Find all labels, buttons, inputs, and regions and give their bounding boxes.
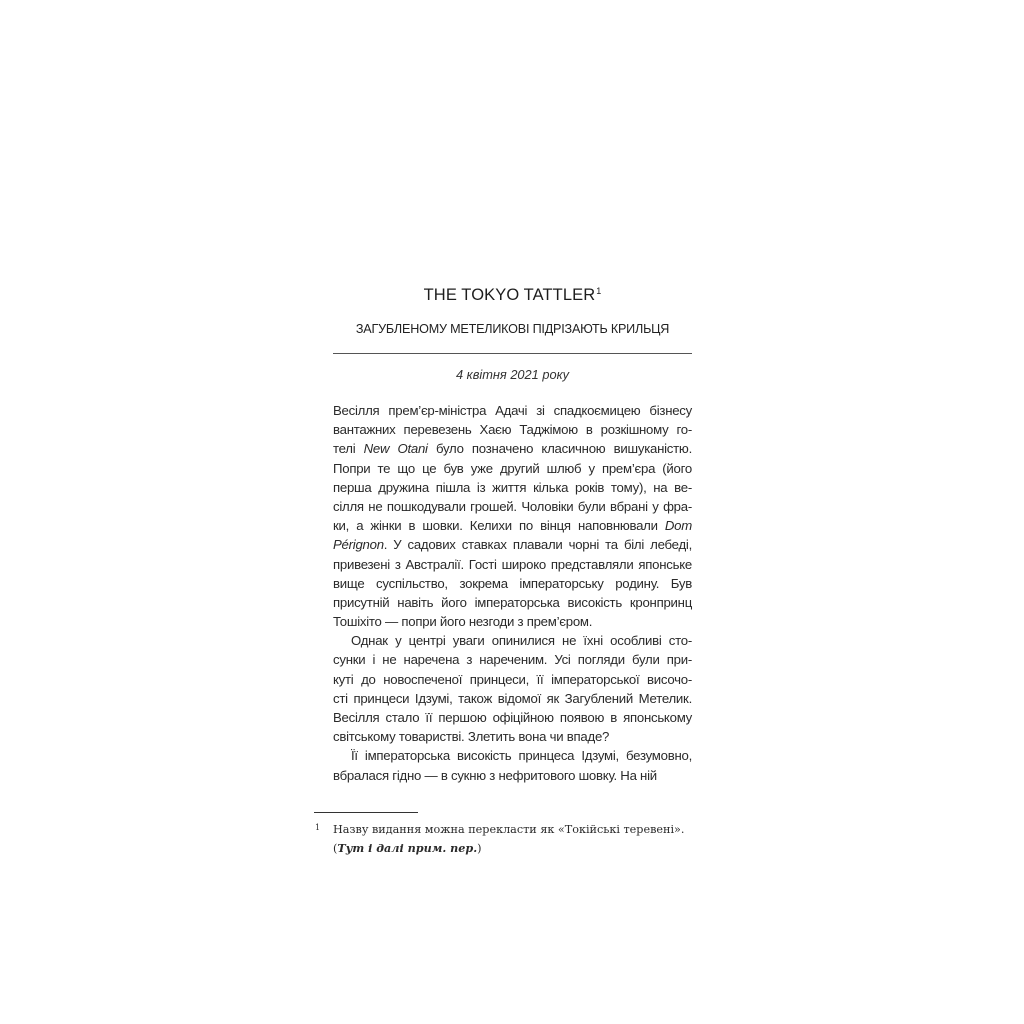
body-line-post: . У садових ставках плавали чорні та білі лебеді, xyxy=(383,537,692,553)
body-line xyxy=(333,593,692,612)
body-line-pre: Тошіхіто — попри його незгоди з прем’єром. xyxy=(333,614,593,630)
body-line xyxy=(333,670,692,689)
body-line xyxy=(333,708,692,727)
dateline: 4 квітня 2021 року xyxy=(455,367,570,382)
body-line xyxy=(333,535,692,554)
body-line xyxy=(333,574,692,593)
body-line xyxy=(333,766,692,785)
body-line xyxy=(333,459,692,478)
body-line xyxy=(333,497,692,516)
footnote-marker: 1 xyxy=(315,823,321,832)
body-line-pre: куті до новоспеченої принцеси, її імператорської височо- xyxy=(333,671,692,687)
body-line xyxy=(333,555,692,574)
body-line-post: було позначено класичною вишуканістю. xyxy=(427,441,692,457)
masthead-title: THE TOKYO TATTLER xyxy=(423,286,596,304)
footnote-text-close: ) xyxy=(477,842,482,855)
body-line-em: Dom xyxy=(664,518,692,534)
body-line xyxy=(333,689,692,708)
body-line-pre: вище суспільство, зокрема імператорську родину. Був xyxy=(333,575,692,591)
headline-divider xyxy=(333,353,692,354)
body-line xyxy=(333,746,692,765)
body-line-pre: Весілля прем’єр-міністра Адачі зі спадкоємицею бізнесу xyxy=(333,403,692,418)
body-line-pre: сті принцеси Ідзумі, також відомої як Загублений Метелик. xyxy=(333,690,692,706)
headline: ЗАГУБЛЕНОМУ МЕТЕЛИКОВІ ПІДРІЗАЮТЬ КРИЛЬЦЯ xyxy=(355,322,670,336)
body-line xyxy=(333,420,692,439)
body-line xyxy=(333,650,692,669)
body-line xyxy=(333,631,692,650)
body-line-pre: вбралася гідно — в сукню з нефритового шовку. На ній xyxy=(333,767,657,783)
body-line-pre: вантажних перевезень Хаєю Таджімою в розкішному го- xyxy=(333,422,692,438)
body-line-pre: Її імператорська високість принцеса Ідзумі, безумовно, xyxy=(351,748,692,764)
footnote-divider xyxy=(314,812,418,813)
body-line xyxy=(333,478,692,497)
body-line-pre: Весілля стало її першою офіційною появою в японському xyxy=(333,710,692,725)
body-line-em: New Otani xyxy=(363,441,428,457)
footnote-text xyxy=(333,820,693,858)
body-line xyxy=(333,516,692,535)
body-line xyxy=(333,439,692,458)
body-line-pre: сунки і не наречена з нареченим. Усі погляди були при- xyxy=(333,652,692,668)
footnote-text-main: Назву видання можна перекласти як «Токійські теревені». ( xyxy=(333,823,685,855)
masthead xyxy=(333,286,692,305)
body-line-pre: телі xyxy=(333,441,364,457)
article-body xyxy=(333,401,692,785)
body-line-pre: присутній навіть його імператорська високість кронпринц xyxy=(333,594,692,610)
body-line xyxy=(333,727,692,746)
body-line-pre: світському товаристві. Злетить вона чи впаде? xyxy=(333,729,610,745)
body-line-pre: ки, а жінки в шовки. Келихи по вінця наповнювали xyxy=(333,518,665,534)
footnote-ref: 1 xyxy=(596,286,602,296)
body-line-pre: Попри те що це був уже другий шлюб у прем’єра (його xyxy=(333,460,692,476)
body-line-pre: Однак у центрі уваги опинилися не їхні особливі сто- xyxy=(351,633,692,649)
body-line-pre: сілля не пошкодували грошей. Чоловіки були вбрані у фра- xyxy=(333,498,692,514)
body-line xyxy=(333,612,692,631)
body-line-pre: привезені з Австралії. Гості широко представляли японське xyxy=(333,556,692,572)
body-line-pre: перша дружина пішла із життя кілька років тому), на ве- xyxy=(333,479,692,495)
footnote-text-em: Тут і далі прим. пер. xyxy=(337,841,478,855)
body-line xyxy=(333,401,692,420)
body-line-em: Pérignon xyxy=(333,537,384,553)
